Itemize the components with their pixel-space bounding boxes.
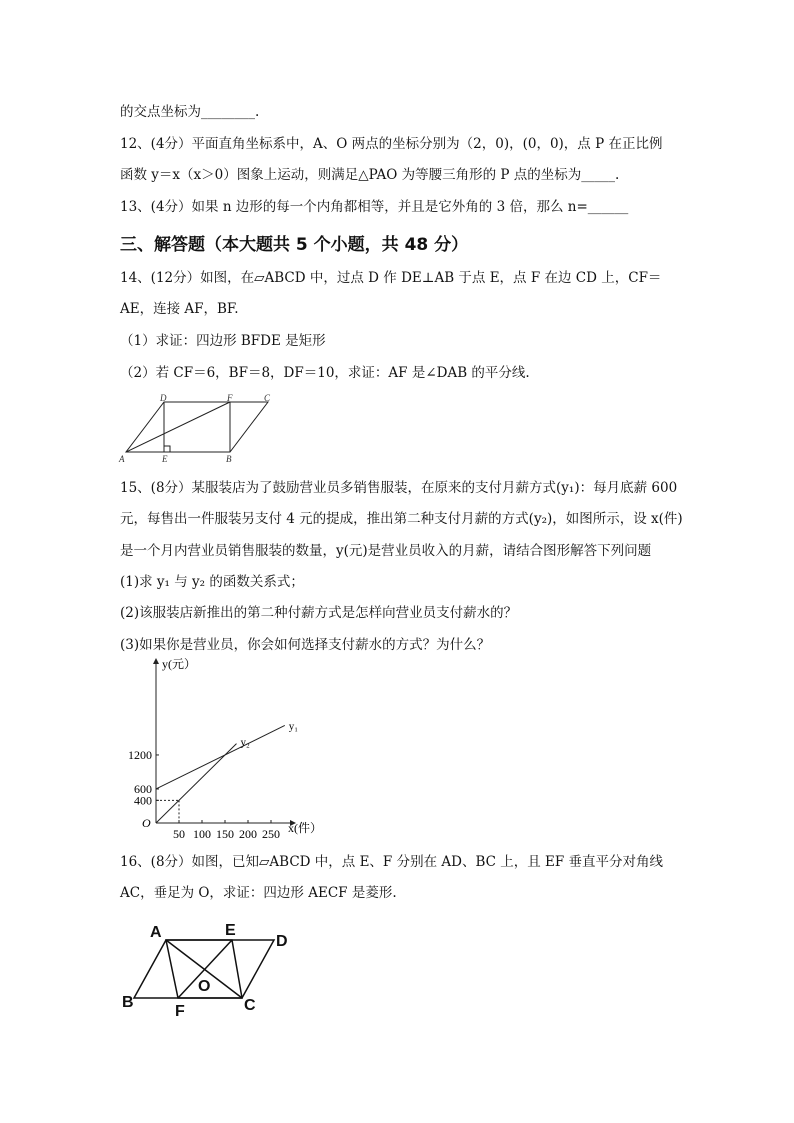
question-13: 13、(4分）如果 n 边形的每一个内角都相等，并且是它外角的 3 倍，那么 n=______ [120, 199, 629, 215]
series-label-1: y₁ [288, 720, 299, 733]
y-tick-label-400: 400 [134, 793, 152, 808]
fig14-right-angle [164, 446, 170, 452]
question-14-line-1: 14、(12分）如图，在▱ABCD 中，过点 D 作 DE⊥AB 于点 E，点 F 在边 CD 上，CF＝ [120, 270, 662, 286]
fig14-label-b: B [226, 454, 232, 464]
x-tick-label-100: 100 [193, 827, 211, 841]
question-15-line-3: 是一个月内营业员销售服装的数量，y(元)是营业员收入的月薪，请结合图形解答下列问题 [120, 543, 652, 559]
question-15-line-1: 15、(8分）某服装店为了鼓励营业员多销售服装，在原来的支付月薪方式(y₁)：每月底薪 600 [120, 480, 678, 496]
origin-label: O [142, 816, 151, 830]
series-label-2: y₂ [240, 736, 250, 749]
question-15-part-3: (3)如果你是营业员，你会如何选择支付薪水的方式？为什么？ [120, 637, 491, 653]
question-15-line-2: 元，每售出一件服装另支付 4 元的提成，推出第二种支付月薪的方式(y₂)，如图所示，设 x(件) [120, 511, 683, 527]
question-12-line-1: 12、(4分）平面直角坐标系中，A、O 两点的坐标分别为（2，0)，(0，0)，点 P 在正比例 [120, 136, 663, 152]
y-tick-label-600: 600 [134, 781, 152, 796]
question-14-line-2: AE，连接 AF，BF. [120, 301, 239, 317]
fig16-label-b: B [122, 994, 134, 1011]
fig14-label-f: F [227, 394, 233, 403]
section-heading: 三、解答题（本大题共 5 个小题，共 48 分） [120, 235, 469, 255]
x-axis-label: x(件） [288, 821, 322, 835]
question-16-line-2: AC，垂足为 O，求证：四边形 AECF 是菱形. [120, 885, 397, 901]
x-tick-label-50: 50 [173, 827, 185, 841]
y-axis-arrow [153, 658, 159, 664]
question-14-part-2: （2）若 CF＝6，BF＝8，DF＝10，求证：AF 是∠DAB 的平分线. [120, 365, 530, 381]
x-tick-label-200: 200 [239, 827, 257, 841]
text-line-intersection: 的交点坐标为________. [120, 104, 260, 120]
fig14-af [126, 402, 230, 452]
fig14-parallelogram [126, 402, 268, 452]
figure-parallelogram-14 [118, 394, 278, 466]
fig16-label-o: O [198, 978, 211, 995]
fig16-label-f: F [175, 1003, 185, 1020]
salary-chart [110, 652, 350, 842]
fig14-label-e: E [162, 454, 168, 464]
x-tick-label-150: 150 [216, 827, 234, 841]
question-14-part-1: （1）求证：四边形 BFDE 是矩形 [120, 333, 326, 349]
fig14-label-a: A [119, 454, 125, 464]
series-line-1 [156, 725, 285, 789]
y-axis-label: y(元） [162, 657, 196, 671]
fig16-label-a: A [150, 924, 162, 941]
fig14-label-d: D [160, 394, 167, 403]
question-15-part-1: (1)求 y₁ 与 y₂ 的函数关系式； [120, 574, 304, 590]
question-16-line-1: 16、(8分）如图，已知▱ABCD 中，点 E、F 分别在 AD、BC 上，且 EF 垂直平分对角线 [120, 854, 664, 870]
fig16-label-e: E [225, 922, 236, 939]
y-tick-label-1200: 1200 [128, 747, 152, 762]
question-15-part-2: (2)该服装店新推出的第二种付薪方式是怎样向营业员支付薪水的？ [120, 605, 518, 621]
question-12-line-2: 函数 y＝x（x＞0）图象上运动，则满足△PAO 为等腰三角形的 P 点的坐标为_____. [120, 167, 620, 183]
x-tick-label-250: 250 [262, 827, 280, 841]
figure-rhombus-16 [118, 918, 303, 1020]
fig16-label-c: C [244, 997, 256, 1014]
fig14-label-c: C [264, 394, 271, 403]
fig16-label-d: D [276, 933, 288, 950]
